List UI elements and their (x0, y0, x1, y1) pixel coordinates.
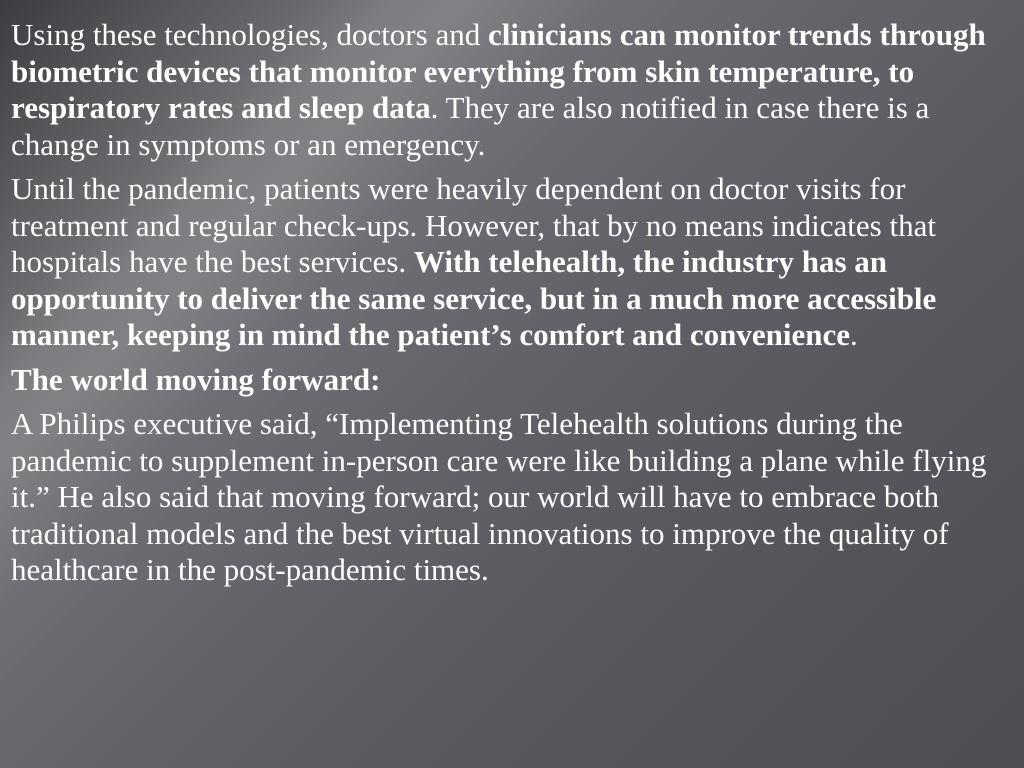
paragraph-1-text-a: Using these technologies, doctors and (11, 17, 488, 52)
slide-body (11, 17, 1011, 597)
section-heading: The world moving forward: (11, 361, 381, 397)
paragraph-philips-quote: A Philips executive said, “Implementing Telehealth solutions during the pandemic to supplement in-person care were like building a plane while flying it.” He also said that moving forward; our world will have to embrace both traditional models and the best virtual innovations to improve the quality of healthcare in the post-pandemic times. (11, 406, 987, 587)
paragraph-1-bold: clinicians can monitor trends through biometric devices that monitor everything from skin temperature, to respiratory rates and sleep data (11, 17, 986, 125)
paragraph-1-text-b: . They are also notified in case there is a change in symptoms or an emergency. (11, 90, 930, 162)
paragraph-telehealth-opportunity (11, 171, 1011, 354)
paragraph-biometric-monitoring (11, 17, 1011, 163)
paragraph-2-text-a: Until the pandemic, patients were heavily dependent on doctor visits for treatment and regular check-ups. However, that by no means indicates that hospitals have the best services. (11, 171, 936, 279)
paragraph-2-text-b: . (850, 317, 858, 352)
paragraph-2-bold: With telehealth, the industry has an opportunity to deliver the same service, but in a much more accessible manner, keeping in mind the patient’s comfort and convenience (11, 244, 937, 352)
